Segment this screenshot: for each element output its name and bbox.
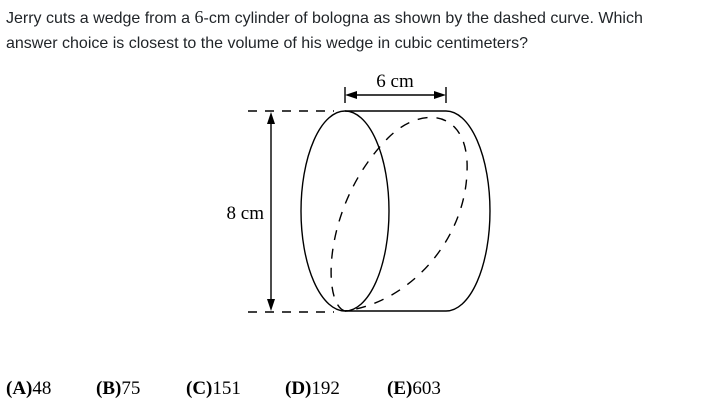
choice-c-letter: (C)	[186, 378, 213, 399]
choice-b-value: 75	[121, 378, 141, 399]
choice-a-value: 48	[32, 378, 52, 399]
choice-d[interactable]	[285, 378, 340, 400]
height-label: 8 cm	[226, 203, 264, 224]
width-label: 6 cm	[376, 71, 414, 92]
cylinder-front-face	[301, 111, 389, 311]
choice-c-value: 151	[212, 378, 241, 399]
question-number: 6	[194, 7, 204, 27]
choice-c[interactable]	[186, 378, 241, 400]
choice-a-letter: (A)	[6, 378, 33, 399]
choice-e-value: 603	[412, 378, 441, 399]
choice-a[interactable]	[6, 378, 51, 400]
choice-b-letter: (B)	[96, 378, 122, 399]
question-text-end: -cm cylinder of bologna as shown by the dashed curve. Which answer choice is closest to the volume of his wedge in cubic centimeters?	[6, 10, 643, 52]
height-arrow-top	[267, 112, 275, 124]
choice-b[interactable]	[96, 378, 140, 400]
cylinder-body-outline	[345, 111, 490, 311]
choice-e[interactable]	[387, 378, 441, 400]
choice-d-value: 192	[311, 378, 340, 399]
choice-d-letter: (D)	[285, 378, 312, 399]
height-arrow-bottom	[267, 299, 275, 311]
question-text-start: Jerry cuts a wedge from a	[6, 10, 195, 27]
width-arrow-right	[434, 91, 446, 99]
width-arrow-left	[345, 91, 357, 99]
wedge-cut-curve	[331, 117, 467, 311]
choice-e-letter: (E)	[387, 378, 413, 399]
